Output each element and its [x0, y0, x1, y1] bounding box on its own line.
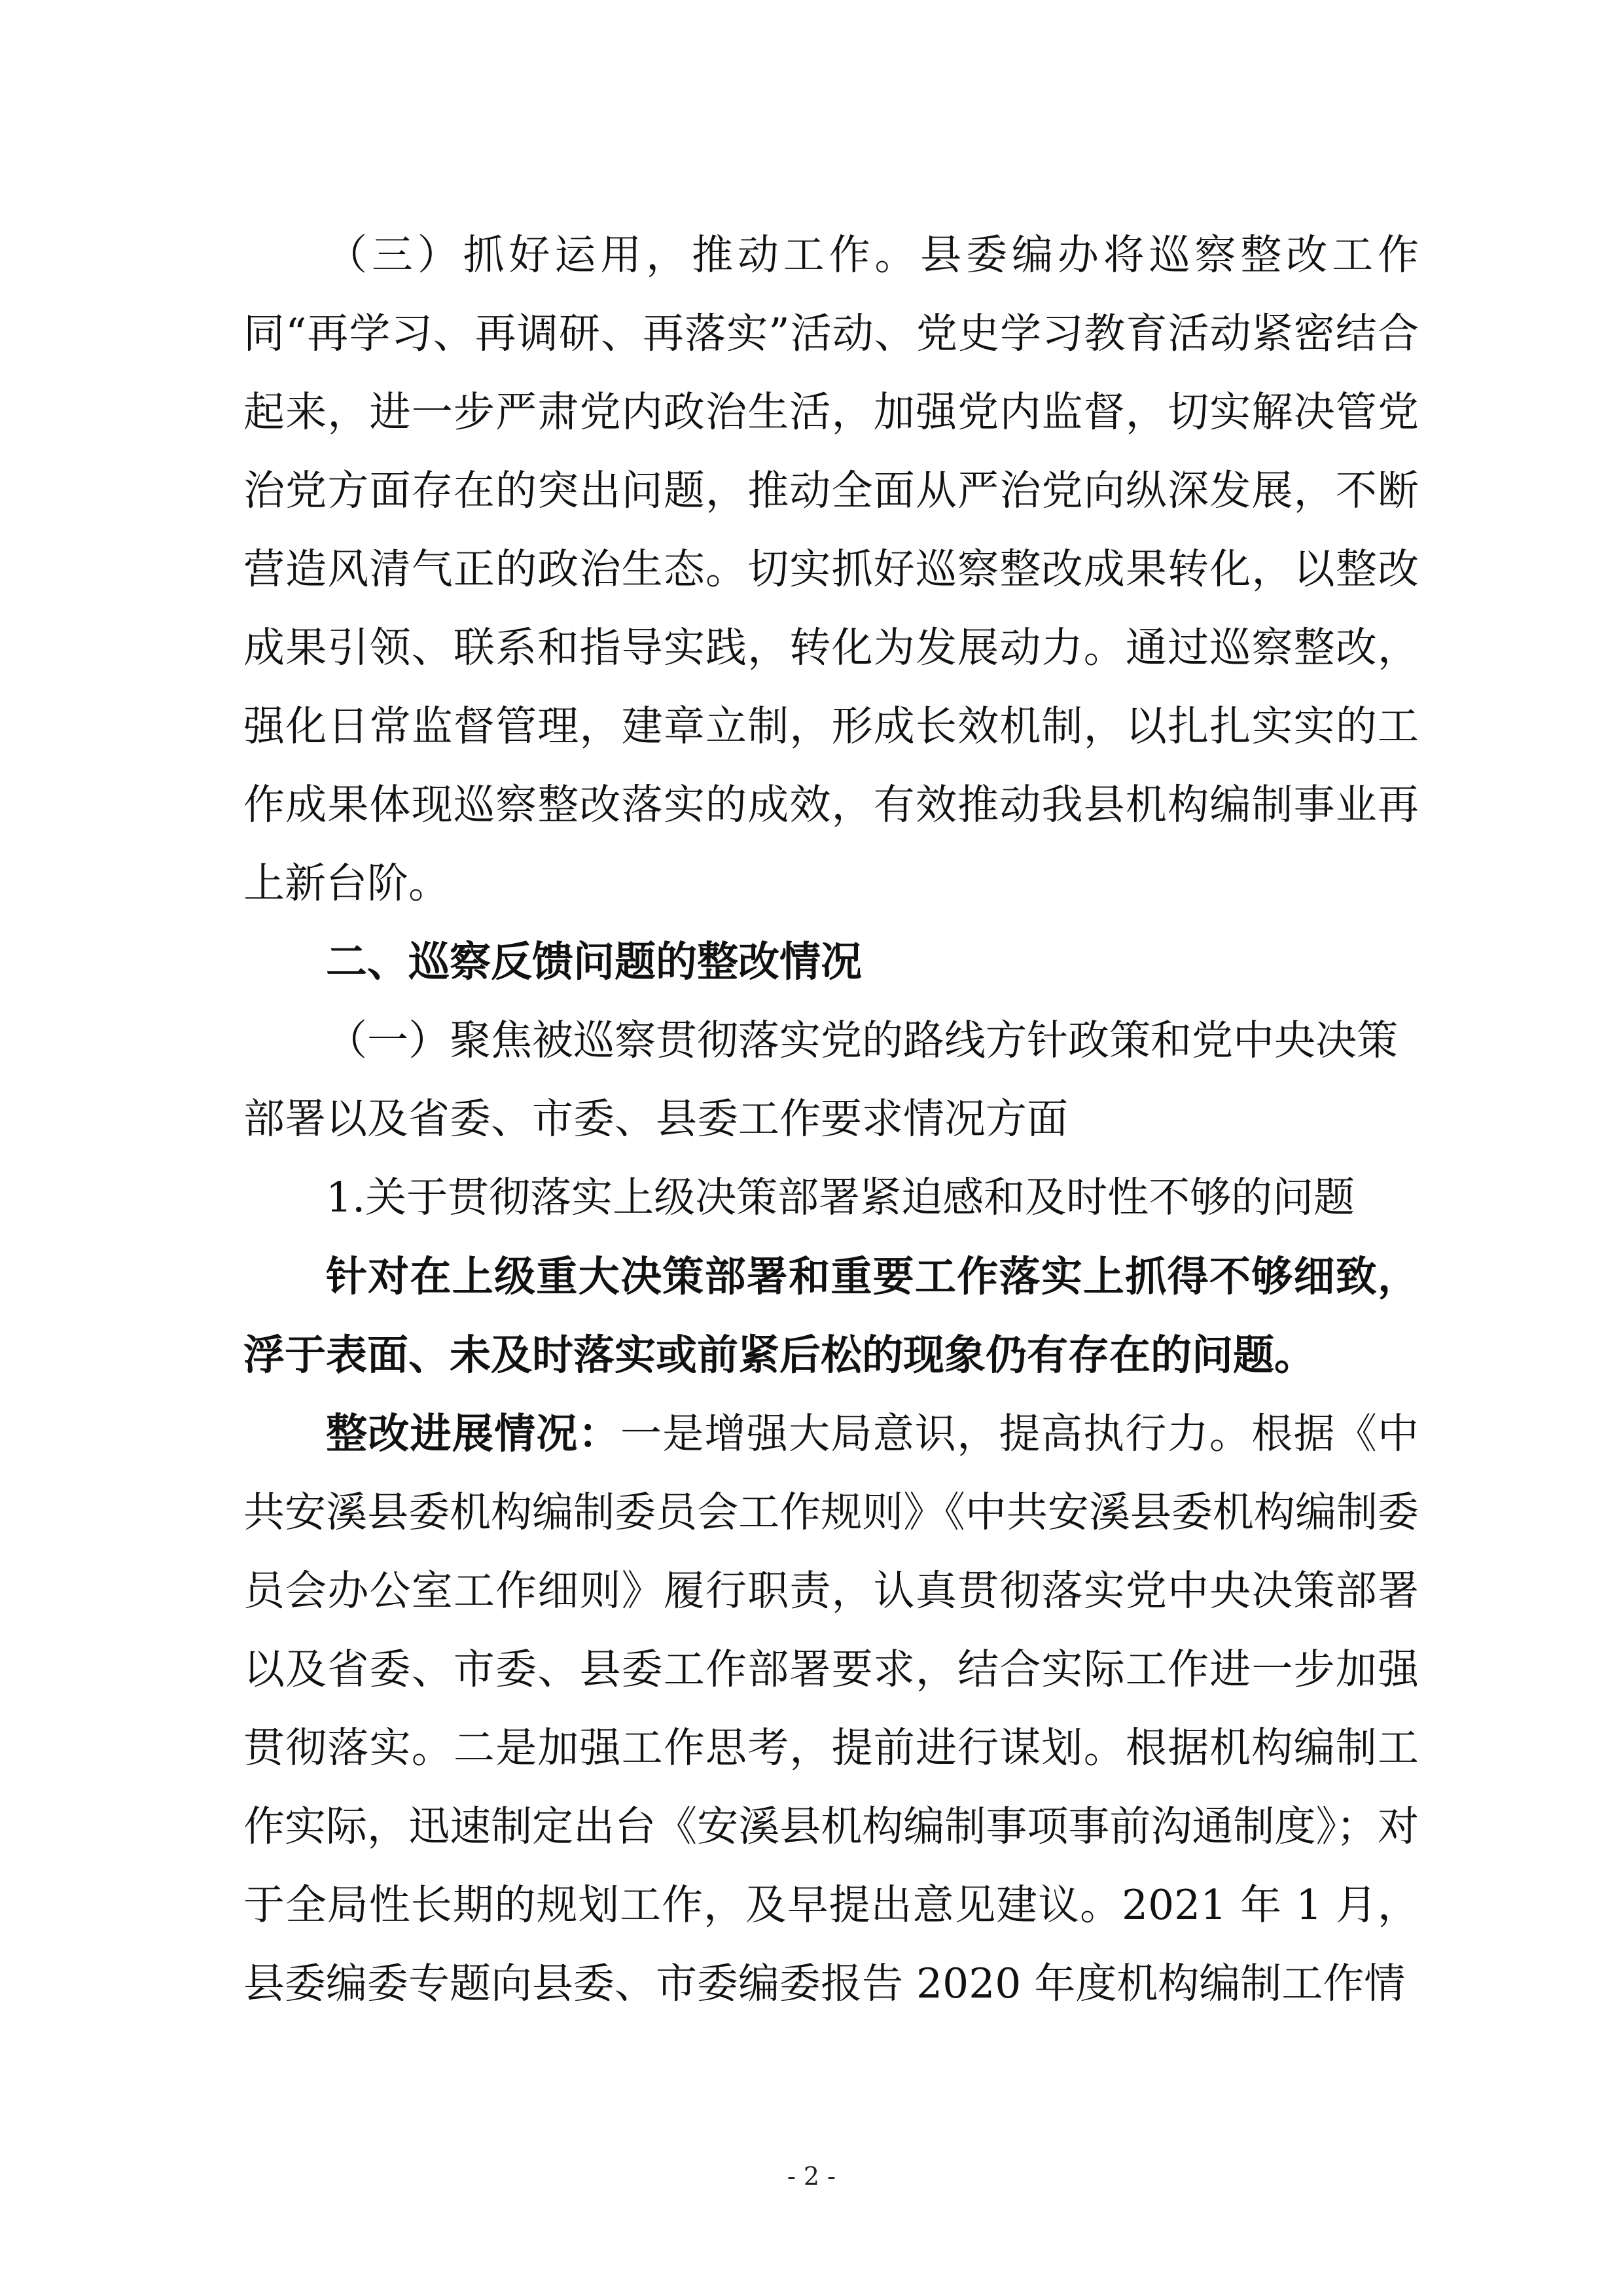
progress-text: 一是增强大局意识，提高执行力。根据《中共安溪县委机构编制委员会工作规则》《中共安溪县委机构编制委员会办公室工作细则》履行职责，认真贯彻落实党中央决策部署以及省委、市委、县委工作部署要求，结合实际工作进一步加强贯彻落实。二是加强工作思考，提前进行谋划。根据机构编制工作实际，迅速制定出台《安溪县机构编制事项事前沟通制度》；对于全局性长期的规划工作，及早提出意见建议。2021 年 1 月，县委编委专题向县委、市委编委报告 2020 年度机构编制工作情 [243, 1410, 1419, 2007]
paragraph-section-three: （三）抓好运用，推动工作。县委编办将巡察整改工作同“再学习、再调研、再落实”活动、党史学习教育活动紧密结合起来，进一步严肃党内政治生活，加强党内监督，切实解决管党治党方面存在的突出问题，推动全面从严治党向纵深发展，不断营造风清气正的政治生态。切实抓好巡察整改成果转化，以整改成果引领、联系和指导实践，转化为发展动力。通过巡察整改，强化日常监督管理，建章立制，形成长效机制，以扎扎实实的工作成果体现巡察整改落实的成效，有效推动我县机构编制事业再上新台阶。 [243, 231, 1419, 907]
progress-paragraph [243, 1394, 1419, 2023]
section-heading-two: 二、巡察反馈问题的整改情况 [326, 938, 862, 986]
item-one-problem: 针对在上级重大决策部署和重要工作落实上抓得不够细致，浮于表面、未及时落实或前紧后松的现象仍有存在的问题。 [243, 1252, 1419, 1379]
page-number: - 2 - [787, 2162, 836, 2191]
document-body [243, 216, 1419, 2023]
progress-label: 整改进展情况： [326, 1409, 620, 1458]
subsection-heading-one: （一）聚焦被巡察贯彻落实党的路线方针政策和党中央决策部署以及省委、市委、县委工作要求情况方面 [243, 1016, 1398, 1143]
item-one-title: 1.关于贯彻落实上级决策部署紧迫感和及时性不够的问题 [326, 1174, 1355, 1221]
